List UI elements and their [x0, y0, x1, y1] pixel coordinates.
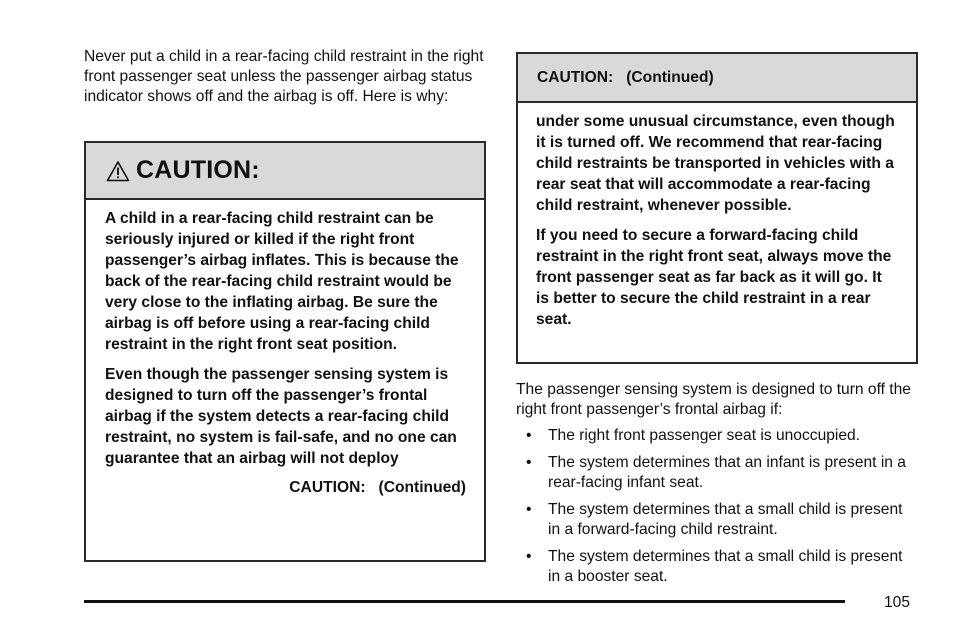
warning-triangle-icon: [106, 160, 130, 182]
page-number: 105: [884, 594, 911, 611]
caution-title: CAUTION:: [136, 156, 260, 184]
list-item-text: The system determines that a small child is present in a booster seat.: [548, 548, 903, 585]
caution-continued-footer: CAUTION: (Continued): [289, 479, 466, 496]
intro-paragraph: Never put a child in a rear-facing child restraint in the right front passenger seat unless the passenger airbag status indicator shows off and the airbag is off. Here is why:: [84, 48, 484, 105]
sensing-system-section: [516, 380, 918, 594]
list-item: [516, 426, 918, 446]
caution-paragraph: under some unusual circumstance, even though it is turned off. We recommend that rear-facing child restraints be transported in vehicles with a rear seat that will accommodate a rear-facing child restraint, whenever possible.: [536, 113, 895, 214]
sensing-system-paragraph: The passenger sensing system is designed to turn off the right front passenger’s frontal airbag if:: [516, 381, 911, 418]
caution-header: [86, 143, 484, 200]
caution-continued-box: [516, 52, 918, 364]
list-item: [516, 547, 918, 587]
left-column: [84, 47, 486, 107]
list-item: [516, 453, 918, 493]
bullet-icon: •: [526, 501, 532, 518]
caution-continued-title: CAUTION: (Continued): [537, 68, 714, 86]
caution-paragraph: Even though the passenger sensing system is designed to turn off the passenger’s frontal airbag if the system detects a rear-facing child restraint, no system is fail-safe, and no one can guarantee that an airbag will not deploy: [105, 366, 457, 467]
list-item: [516, 500, 918, 540]
caution-continued-header: [518, 54, 916, 103]
list-item-text: The right front passenger seat is unoccupied.: [548, 427, 861, 444]
caution-box: [84, 141, 486, 562]
caution-body: [86, 200, 484, 497]
bullet-icon: •: [526, 427, 532, 444]
caution-paragraph: A child in a rear-facing child restraint can be seriously injured or killed if the right front passenger’s airbag inflates. This is because the back of the rear-facing child restraint would be very close to the inflating airbag. Be sure the airbag is off before using a rear-facing child restraint in the right front seat position.: [105, 210, 459, 353]
caution-continued-body: [518, 103, 916, 330]
caution-paragraph: If you need to secure a forward-facing child restraint in the right front seat, always move the front passenger seat as far back as it will go. It is better to secure the child restraint in a rear seat.: [536, 227, 892, 328]
bullet-icon: •: [526, 454, 532, 471]
footer-rule: [84, 600, 845, 603]
list-item-text: The system determines that an infant is present in a rear-facing infant seat.: [548, 454, 906, 491]
list-item-text: The system determines that a small child is present in a forward-facing child restraint.: [548, 501, 903, 538]
condition-list: [516, 426, 918, 587]
bullet-icon: •: [526, 548, 532, 565]
